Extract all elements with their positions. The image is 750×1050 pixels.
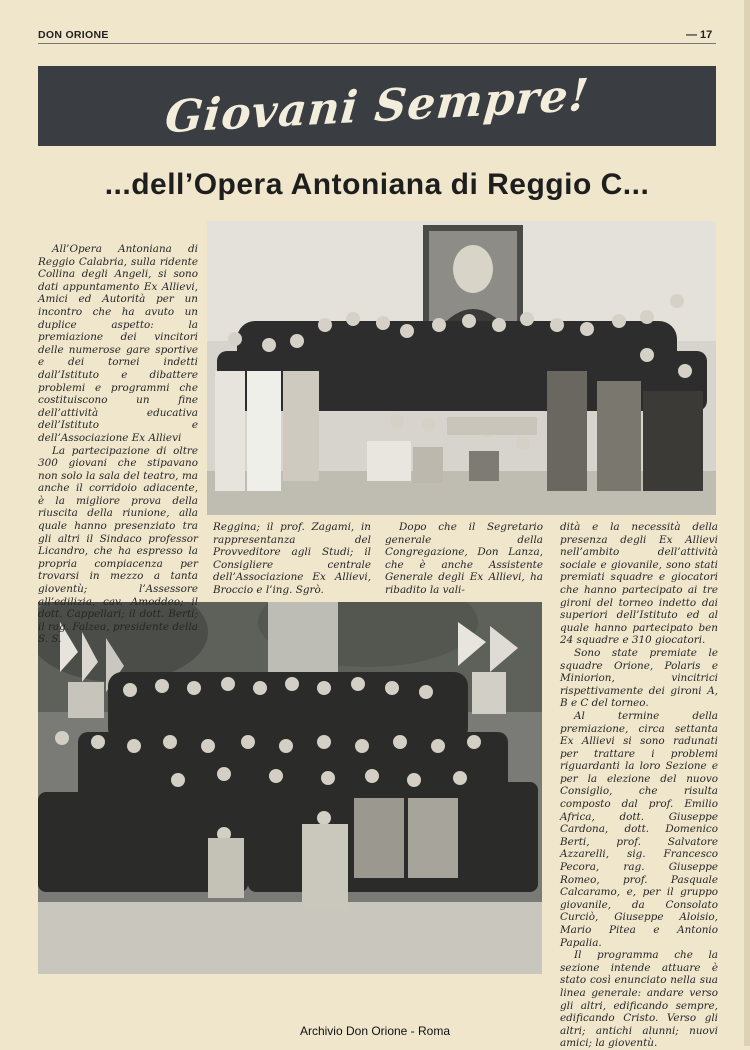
magazine-name: DON ORIONE bbox=[38, 29, 109, 41]
article-paragraph: dità e la necessità della presenza degli Ex Allievi nell’ambito dell’attività sociale e giovanile, sono stati premiati squadre e giocatori che hanno partecipato ai tre gironi del torneo indetto dai superiori dell’Istituto ed al quale hanno partecipato ben 24 squadre e 310 giocatori. bbox=[560, 521, 718, 647]
banner-title: Giovani Sempre! bbox=[162, 69, 592, 143]
group-photo-hall bbox=[207, 221, 716, 515]
article-paragraph: All’Opera Antoniana di Reggio Calabria, sulla ridente Collina degli Angeli, si sono dati appuntamento Ex Allievi, Amici ed Autorità per un incontro che ha avuto un duplice aspetto: la premiazione dei vincitori delle numerose gare sportive e dei tornei indetti dall’Istituto e dibattere problemi e programmi che costituiscono un fine dell’attività educativa dell’Istituto e dell’Associazione Ex Allievi bbox=[38, 243, 198, 444]
article-paragraph: Dopo che il Segretario generale della Congregazione, Don Lanza, che è anche Assistente Generale degli Ex Allievi, ha ribadito la vali- bbox=[385, 521, 543, 596]
group-photo-outdoor bbox=[38, 602, 542, 974]
article-column-3 bbox=[385, 521, 543, 597]
article-column-2 bbox=[213, 521, 371, 597]
article-paragraph: La partecipazione di oltre 300 giovani che stipavano non solo la sala del teatro, ma anche il corridoio adiacente, è la migliore prova della riuscita della riunione, alla quale hanno presenziato tra gli altri il Sindaco professor Licandro, che ha espresso la propria compiacenza per trovarsi in mezzo a tanta gioventù; l’Assessore all’edilizia, cav. Amoddeo; il dott. Cappellari; il dott. Berti; il rag. Falzea, presidente della S. S. bbox=[38, 444, 198, 646]
title-banner bbox=[38, 66, 716, 146]
article-paragraph: Al termine della premiazione, circa settanta Ex Allievi si sono radunati per trattare i problemi riguardanti la loro Sezione e per la elezione del nuovo Consiglio, che risulta composto dal prof. Emilio Africa, dott. Giuseppe Cardona, dott. Domenico Berti, prof. Salvatore Azzarelli, sig. Francesco Pecora, rag. Giuseppe Romeo, prof. Pasquale Calcaramo, e, per il gruppo giovanile, da Consolato Curciò, Giuseppe Aloisio, Mario Pitea e Antonio Papalia. bbox=[560, 709, 718, 949]
article-paragraph: Sono state premiate le squadre Orione, Polaris e Miniorion, vincitrici rispettivamente dei gironi A, B e C del torneo. bbox=[560, 646, 718, 710]
article-paragraph: Il programma che la sezione intende attuare è stato così enunciato nella sua linea generale: andare verso gli altri, edificando sempre, edificando Cristo. Verso gli altri; antichi alunni; nuovi amici; la gioventù. bbox=[560, 949, 718, 1050]
page-number: — 17 bbox=[686, 29, 713, 41]
article-column-4 bbox=[560, 521, 718, 1050]
group-photo-outdoor-image bbox=[38, 602, 542, 974]
article-paragraph: Reggina; il prof. Zagami, in rappresentanza del Provveditore agli Studi; il Consigliere centrale dell’Associazione Ex Allievi, Broccio e l’ing. Sgrò. bbox=[213, 521, 371, 596]
article-headline: ...dell’Opera Antoniana di Reggio C... bbox=[104, 168, 650, 201]
article-column-1 bbox=[38, 243, 198, 646]
archive-footer: Archivio Don Orione - Roma bbox=[299, 1024, 451, 1038]
group-photo-hall-image bbox=[207, 221, 716, 515]
header-rule bbox=[38, 43, 716, 44]
